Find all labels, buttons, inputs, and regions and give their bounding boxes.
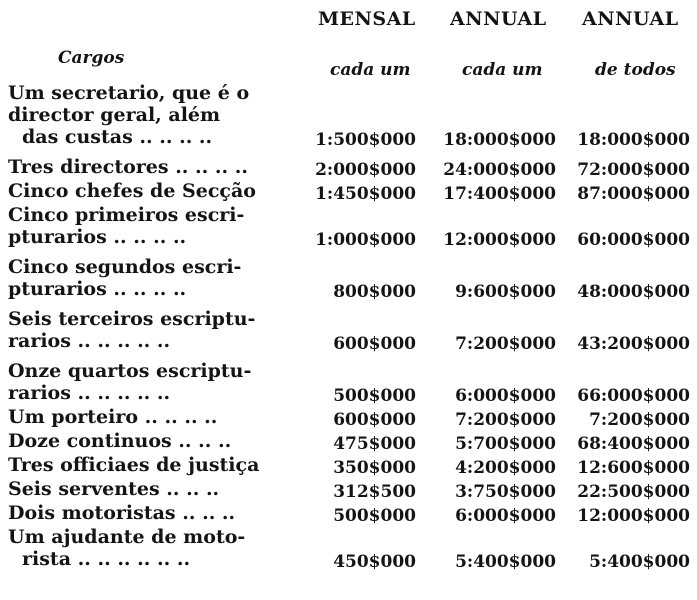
cargo-label-line: Seis terceiros escriptu- xyxy=(8,308,256,330)
header-annual-each: ANNUAL xyxy=(450,8,547,30)
annual-total-value: 7:200$000 xyxy=(589,410,690,430)
annual-total-value: 68:400$000 xyxy=(577,434,690,454)
mensal-value: 600$000 xyxy=(333,410,416,430)
annual-each-value: 6:000$000 xyxy=(455,386,556,406)
subheader-cada-um-annual: cada um xyxy=(462,60,543,80)
cargo-label-line: Doze continuos .. .. .. xyxy=(8,430,232,452)
cargo-label-line: pturarios .. .. .. .. xyxy=(8,278,187,300)
cargo-label-line: Seis serventes .. .. .. xyxy=(8,478,220,500)
mensal-value: 500$000 xyxy=(333,506,416,526)
cargo-label xyxy=(8,180,298,202)
annual-each-value: 5:700$000 xyxy=(455,434,556,454)
cargo-label xyxy=(8,526,298,570)
annual-total-value: 87:000$000 xyxy=(577,184,690,204)
cargo-label-line: rista .. .. .. .. .. .. xyxy=(22,548,191,570)
cargo-label-line: rarios .. .. .. .. .. xyxy=(8,330,171,352)
cargo-label-line: Cinco chefes de Secção xyxy=(8,180,256,202)
annual-total-value: 18:000$000 xyxy=(577,130,690,150)
cargo-label-line: rarios .. .. .. .. .. xyxy=(8,382,171,404)
cargo-label-line: Tres officiaes de justiça xyxy=(8,454,260,476)
mensal-value: 1:500$000 xyxy=(315,130,416,150)
cargo-label-line: director geral, além xyxy=(8,104,221,126)
annual-total-value: 5:400$000 xyxy=(589,552,690,572)
cargo-label-line: Um ajudante de moto- xyxy=(8,526,246,548)
mensal-value: 350$000 xyxy=(333,458,416,478)
cargo-label xyxy=(8,406,298,428)
annual-each-value: 12:000$000 xyxy=(443,230,556,250)
annual-each-value: 7:200$000 xyxy=(455,334,556,354)
header-mensal: MENSAL xyxy=(318,8,416,30)
annual-each-value: 5:400$000 xyxy=(455,552,556,572)
mensal-value: 500$000 xyxy=(333,386,416,406)
mensal-value: 1:450$000 xyxy=(315,184,416,204)
annual-each-value: 17:400$000 xyxy=(443,184,556,204)
cargo-label xyxy=(8,82,298,148)
cargo-label xyxy=(8,454,298,476)
subheader-de-todos: de todos xyxy=(595,60,676,80)
cargo-label-line: Tres directores .. .. .. .. xyxy=(8,156,248,178)
cargo-label xyxy=(8,204,298,248)
cargo-label xyxy=(8,256,298,300)
annual-total-value: 22:500$000 xyxy=(577,482,690,502)
annual-each-value: 7:200$000 xyxy=(455,410,556,430)
mensal-value: 1:000$000 xyxy=(315,230,416,250)
cargo-label-line: pturarios .. .. .. .. xyxy=(8,226,187,248)
cargo-label xyxy=(8,360,298,404)
cargo-label xyxy=(8,156,298,178)
header-annual-all: ANNUAL xyxy=(582,8,679,30)
cargo-label-line: Cinco primeiros escri- xyxy=(8,204,245,226)
cargo-label-line: Cinco segundos escri- xyxy=(8,256,242,278)
cargo-label-line: Onze quartos escriptu- xyxy=(8,360,252,382)
mensal-value: 800$000 xyxy=(333,282,416,302)
mensal-value: 2:000$000 xyxy=(315,160,416,180)
annual-total-value: 43:200$000 xyxy=(577,334,690,354)
header-cargos: Cargos xyxy=(58,48,125,68)
cargo-label-line: Um porteiro .. .. .. .. xyxy=(8,406,218,428)
annual-total-value: 12:600$000 xyxy=(577,458,690,478)
cargo-label xyxy=(8,478,298,500)
cargo-label-line: Dois motoristas .. .. .. xyxy=(8,502,236,524)
annual-total-value: 72:000$000 xyxy=(577,160,690,180)
annual-each-value: 9:600$000 xyxy=(455,282,556,302)
cargo-label-line: das custas .. .. .. .. xyxy=(22,126,213,148)
mensal-value: 312$500 xyxy=(333,482,416,502)
mensal-value: 450$000 xyxy=(333,552,416,572)
annual-each-value: 18:000$000 xyxy=(443,130,556,150)
annual-total-value: 48:000$000 xyxy=(577,282,690,302)
annual-total-value: 12:000$000 xyxy=(577,506,690,526)
annual-each-value: 6:000$000 xyxy=(455,506,556,526)
annual-each-value: 4:200$000 xyxy=(455,458,556,478)
annual-each-value: 3:750$000 xyxy=(455,482,556,502)
mensal-value: 600$000 xyxy=(333,334,416,354)
annual-each-value: 24:000$000 xyxy=(443,160,556,180)
annual-total-value: 66:000$000 xyxy=(577,386,690,406)
cargo-label xyxy=(8,502,298,524)
subheader-cada-um-mensal: cada um xyxy=(330,60,411,80)
mensal-value: 475$000 xyxy=(333,434,416,454)
cargo-label xyxy=(8,430,298,452)
cargo-label xyxy=(8,308,298,352)
cargo-label-line: Um secretario, que é o xyxy=(8,82,250,104)
annual-total-value: 60:000$000 xyxy=(577,230,690,250)
